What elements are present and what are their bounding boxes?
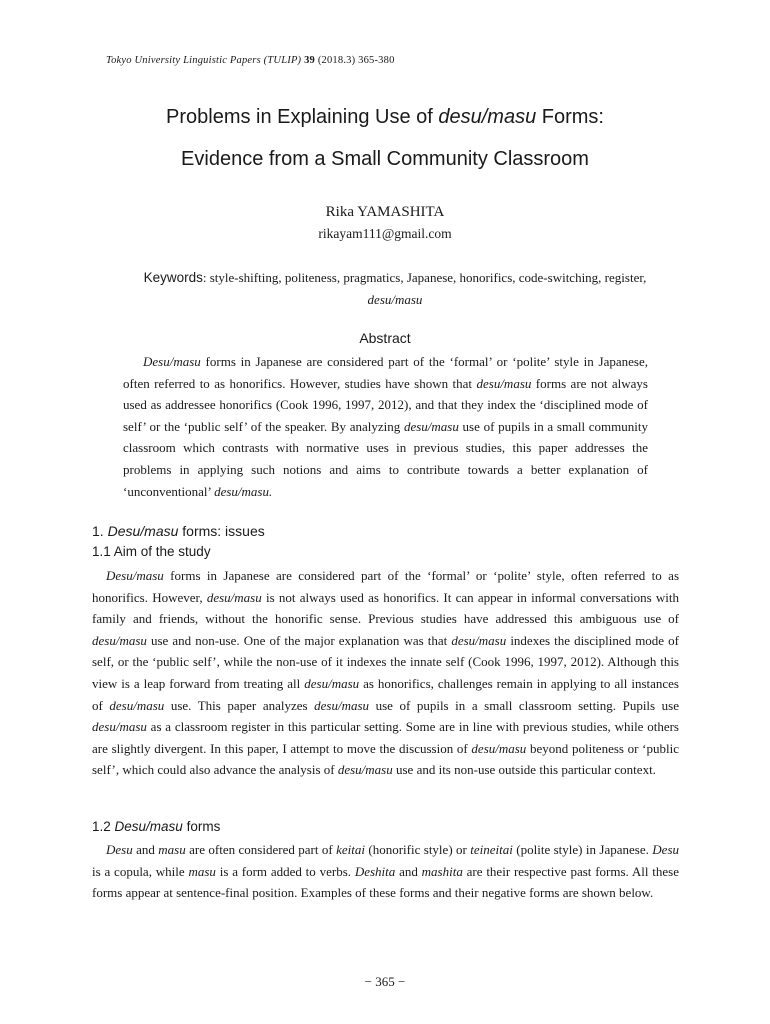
- text: is a copula, while: [92, 863, 189, 879]
- term: teineitai: [470, 842, 513, 857]
- paper-title-line-2: Evidence from a Small Community Classroom: [181, 148, 589, 170]
- term: Desu/masu: [106, 568, 164, 583]
- term: desu/masu: [92, 719, 147, 735]
- term: desu/masu: [451, 632, 507, 648]
- text: (honorific style) or: [364, 842, 471, 857]
- text: forms in Japanese are considered part of the ‘formal’ or ‘polite’ style in Japanese, often referred to as honorifics. However, studies have shown that: [123, 354, 648, 391]
- section-number: 1.: [92, 523, 108, 539]
- text: (polite style) in Japanese.: [512, 842, 653, 857]
- term: keitai: [336, 842, 365, 857]
- term: Deshita: [354, 863, 396, 879]
- term: desu/masu: [109, 697, 165, 713]
- page-number: − 365 −: [364, 974, 406, 989]
- text: use. This paper analyzes: [164, 697, 315, 713]
- paragraph-forms: [92, 839, 679, 904]
- term: desu/masu: [337, 762, 393, 778]
- term: desu/masu: [304, 675, 360, 691]
- title-emphasis: desu/masu: [438, 106, 537, 128]
- text: use and non-use. One of the major explanation was that: [146, 632, 452, 648]
- keywords-text: : style-shifting, politeness, pragmatics, Japanese, honorifics, code-switching, register,: [202, 270, 647, 285]
- author-email: rikayam111@gmail.com: [318, 226, 452, 241]
- text: as honorifics, challenges remain in applying to all instances of: [92, 675, 679, 713]
- text: as a classroom register in this particular setting. Some are in line with previous studies, while others are slightly divergent. In this paper, I attempt to move the discussion of: [92, 719, 679, 756]
- text: is not always used as honorifics. It can appear in informal conversations with family and friends, without the honorific sense. Previous studies have addressed this ambiguous use of: [92, 589, 679, 627]
- text: are often considered part of: [185, 842, 337, 857]
- section-heading-1-1: 1.1 Aim of the study: [92, 544, 211, 559]
- section-number: 1.2: [92, 819, 115, 834]
- section-title: forms: [182, 819, 221, 834]
- keywords-label: Keywords: [143, 270, 203, 285]
- paragraph-aim: [92, 565, 679, 781]
- text: beyond politeness or ‘public self’, which could also advance the analysis of: [92, 740, 680, 778]
- term: Desu: [106, 842, 133, 857]
- paper-title-line-1: [0, 106, 770, 129]
- journal-name: Tokyo University Linguistic Papers (TULIP): [106, 55, 302, 66]
- keywords: [110, 267, 680, 311]
- section-title: forms: issues: [178, 523, 265, 539]
- text: indexes the disciplined mode of self, or the ‘public self’, while the non-use of it indexes the innate self (Cook 1996, 1997, 2012). Although this view is a leap forward from treating all: [92, 632, 679, 691]
- term: desu/masu.: [214, 483, 273, 499]
- term: Desu: [652, 842, 679, 857]
- term: desu/masu: [92, 632, 147, 648]
- abstract-body: [123, 351, 648, 502]
- title-text: Forms:: [536, 106, 604, 128]
- term: desu/masu: [471, 740, 527, 756]
- section-term: Desu/masu: [107, 523, 179, 539]
- term: desu/masu: [206, 589, 262, 605]
- term: Desu/masu: [143, 354, 201, 369]
- journal-volume: 39: [304, 55, 315, 66]
- title-text: Problems in Explaining Use of: [166, 106, 439, 128]
- text: are their respective past forms. All these forms appear at sentence-final position. Examples of these forms and their negative forms are shown below.: [92, 863, 679, 901]
- term: mashita: [421, 863, 463, 879]
- text: and: [132, 842, 159, 857]
- text: forms are not always used as addressee honorifics (Cook 1996, 1997, 2012), and that they index the ‘disciplined mode of self’ or the ‘public self’ of the speaker. By analyzing: [123, 375, 648, 434]
- journal-issue-pages: (2018.3) 365-380: [317, 55, 395, 66]
- text: use of pupils in a small classroom setting. Pupils use: [369, 697, 679, 713]
- term: masu: [188, 863, 216, 879]
- term: masu: [158, 842, 186, 857]
- section-heading-1-2: [92, 819, 220, 834]
- term: desu/masu: [314, 697, 370, 713]
- text: use and its non-use outside this particular context.: [392, 762, 656, 778]
- section-term: Desu/masu: [114, 819, 183, 834]
- abstract-heading: Abstract: [359, 330, 411, 346]
- text: use of pupils in a small community classroom which contrasts with normative uses in previous studies, this paper addresses the problems in applying such notions and aims to contribute towards a better explanation of ‘unconventional’: [123, 418, 648, 499]
- text: is a form added to verbs.: [215, 863, 355, 879]
- keywords-last: desu/masu: [367, 292, 423, 307]
- section-heading-1: [92, 523, 265, 539]
- text: and: [395, 863, 422, 879]
- author-name: Rika YAMASHITA: [325, 204, 445, 220]
- running-head: [106, 55, 395, 66]
- term: desu/masu: [403, 418, 459, 434]
- term: desu/masu: [476, 375, 532, 391]
- text: forms in Japanese are considered part of the ‘formal’ or ‘polite’ style, often referred to as honorifics. However,: [92, 568, 679, 605]
